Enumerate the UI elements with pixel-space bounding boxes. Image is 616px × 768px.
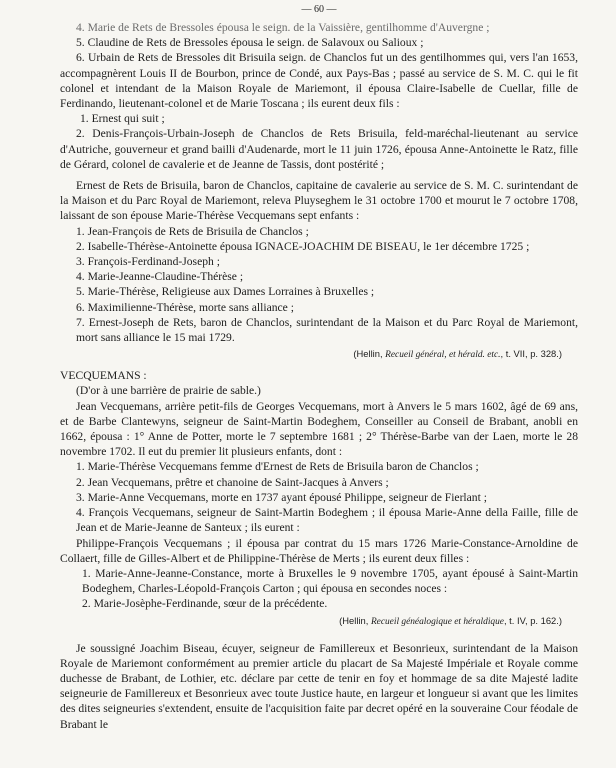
ernest-child-3: 3. François-Ferdinand-Joseph ;	[76, 255, 220, 269]
item-urbain: 6. Urbain de Rets de Bressoles dit Brisuila seign. de Chanclos fut un des gentilhommes qui, vers l'an 1653, accompagnèrent Louis II de Bourbon, prince de Condé, aux Pays-Bas ; passé au service de S. M. C. qui le fit colonel et intendant de la Maison Royale de Mariemont, il épousa Claire-Isabelle de Cuellar, fille de Ferdinando, lieutenant-colonel et de Marie Toscana ; ils eurent deux fils :	[60, 51, 578, 111]
vecquemans-child-2: 2. Jean Vecquemans, prêtre et chanoine de Saint-Jacques à Anvers ;	[76, 475, 389, 489]
son-ernest: 1. Ernest qui suit ;	[80, 112, 165, 126]
blazon: (D'or à une barrière de prairie de sable.)	[76, 384, 261, 398]
section-heading-vecquemans: VECQUEMANS :	[60, 369, 147, 383]
vecquemans-child-4: 4. François Vecquemans, seigneur de Saint-Martin Bodeghem ; il épousa Marie-Anne della Faille, fille de Jean et de Marie-Jeanne de Santeux ; ils eurent :	[76, 506, 578, 535]
philippe-daughter-2: 2. Marie-Josèphe-Ferdinande, sœur de la précédente.	[82, 597, 328, 611]
vecquemans-child-1: 1. Marie-Thérèse Vecquemans femme d'Ernest de Rets de Brisuila baron de Chanclos ;	[76, 460, 479, 474]
son-denis: 2. Denis-François-Urbain-Joseph de Chanclos de Rets Brisuila, feld-maréchal-lieutenant au service d'Autriche, gouverneur et grand bailli d'Audenarde, mort le 11 juin 1726, épousa Anne-Antoinette le Ratz, fille de Gérard, colonel de cavalerie et de Jeanne de Tassis, dont postérité ;	[60, 127, 578, 171]
ernest-child-6: 6. Maximilienne-Thérèse, morte sans alliance ;	[76, 300, 294, 314]
ernest-child-1: 1. Jean-François de Rets de Brisuila de Chanclos ;	[76, 224, 309, 238]
vecquemans-child-3: 3. Marie-Anne Vecquemans, morte en 1737 ayant épousé Philippe, seigneur de Fierlant ;	[76, 490, 487, 504]
philippe-paragraph: Philippe-François Vecquemans ; il épousa par contrat du 15 mars 1726 Marie-Constance-Arnoldine de Collaert, fille de Gilles-Albert et de Philippine-Thérèse de Merts ; ils eurent deux filles :	[60, 536, 578, 565]
citation-hellin-1: (Hellin, Recueil général, et hérald. etc., t. VII, p. 328.)	[353, 348, 562, 361]
item-claudine: 5. Claudine de Rets de Bressoles épousa le seign. de Salavoux ou Salioux ;	[76, 36, 424, 50]
ernest-child-7: 7. Ernest-Joseph de Rets, baron de Chanclos, surintendant de la Maison et du Parc Royal de Mariemont, mort sans alliance le 15 mai 1729.	[76, 315, 578, 345]
ernest-child-2: 2. Isabelle-Thérèse-Antoinette épousa IGNACE-JOACHIM DE BISEAU, le 1er décembre 1725 ;	[76, 239, 530, 253]
citation-hellin-2: (Hellin, Recueil généalogique et héraldique, t. IV, p. 162.)	[339, 614, 562, 627]
jean-vecquemans-paragraph: Jean Vecquemans, arrière petit-fils de Georges Vecquemans, mort à Anvers le 5 mars 1602, âgé de 69 ans, et de Barbe Clantewyns, seigneur de Saint-Martin Bodeghem, Conseiller au Conseil de Brabant, anobli en 1662, épousa : 1° Anne de Potter, morte le 7 septembre 1681 ; 2° Thérèse-Barbe van der Laen, morte le 28 novembre 1702. Il eut du premier lit plusieurs enfants, dont :	[60, 399, 578, 459]
item-marie: 4. Marie de Rets de Bressoles épousa le seign. de la Vaissière, gentilhomme d'Auvergne ;	[76, 21, 490, 34]
declaration-paragraph: Je soussigné Joachim Biseau, écuyer, seigneur de Famillereux et Besonrieux, surintendant de la Maison Royale de Mariemont conformément au premier article du placart de Sa Majesté Impériale et Royale comme duchesse de Brabant, de Lothier, etc. déclare par cette de tenir en foy et hommage de sa dite Majesté ladite seigneurie de Famillereux et Besonrieux avec toute Justice haute, en largeur et longueur si avant que les limites des dites seigneuries s'extendent, ensuite de l'acquisition faite par decret opéré en la souveraine Cour féodale de Brabant le	[60, 641, 578, 731]
ernest-child-5: 5. Marie-Thérèse, Religieuse aux Dames Lorraines à Bruxelles ;	[76, 285, 375, 299]
page-number: — 60 —	[301, 4, 337, 15]
ernest-child-4: 4. Marie-Jeanne-Claudine-Thérèse ;	[76, 270, 244, 284]
philippe-daughter-1: 1. Marie-Anne-Jeanne-Constance, morte à Bruxelles le 9 novembre 1705, ayant épousé à Saint-Martin Bodeghem, Charles-Léopold-François Carton ; qui épousa en secondes noces :	[82, 566, 578, 596]
ernest-paragraph: Ernest de Rets de Brisuila, baron de Chanclos, capitaine de cavalerie au service de S. M. C. surintendant de la Maison et du Parc Royal de Mariemont, releva Pluyseghem le 31 octobre 1700 et mourut le 7 octobre 1708, laissant de son épouse Marie-Thérèse Vecquemans sept enfants :	[60, 179, 578, 223]
